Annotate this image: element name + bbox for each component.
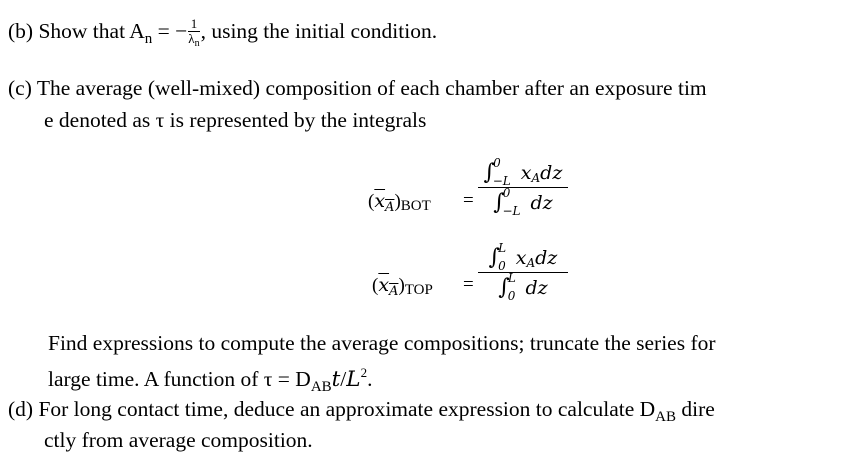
equation-bot-numerator	[478, 156, 568, 188]
part-c-find-line2-sub: AB	[310, 379, 332, 395]
part-c-find-line2-slash: /	[340, 367, 347, 391]
equation-bot-open: (	[368, 191, 375, 212]
part-b-rest: , using the initial condition.	[200, 19, 438, 44]
part-d-line1-pre: (d) For long contact time, deduce an approximate expression to calculate D	[8, 397, 656, 421]
equation-top-num-d: dz	[535, 247, 558, 269]
equation-bot-close: )	[394, 191, 401, 212]
equation-top-sub: TOP	[404, 282, 433, 298]
equation-bot-num-integrand: x	[520, 162, 532, 184]
equation-top-num-integrand: x	[515, 247, 527, 269]
equation-top-denominator	[478, 271, 568, 303]
equation-bot-num-integrand-sub: A	[531, 171, 541, 185]
part-b-frac-den-wrap	[188, 32, 199, 50]
part-b-frac-num: 1	[188, 17, 199, 32]
equation-top-num-upper: L	[498, 241, 507, 255]
part-b-frac-den-sub: n	[194, 37, 200, 49]
equation-top-var: $\overline{x}$	[378, 274, 390, 296]
part-b-label: (b) Show that A	[8, 19, 145, 44]
equation-top-fraction	[478, 241, 568, 303]
part-c-line2: e denoted as τ is represented by the integrals	[44, 108, 427, 132]
equation-bot-var: $\overline{x}$	[374, 190, 386, 212]
equation-top-fraction-bar	[478, 272, 568, 273]
part-d-line1-sub: AB	[655, 409, 677, 425]
equation-bot-equals: =	[463, 190, 474, 211]
integral-sign-icon: ∫	[488, 245, 501, 270]
equation-top-open: (	[372, 275, 379, 296]
equation-bot-lhs	[368, 190, 431, 215]
part-c-find-line2-pre: large time. A function of τ = D	[48, 367, 311, 391]
part-d-line2: ctly from average composition.	[44, 428, 313, 452]
part-b-sub: n	[144, 31, 153, 48]
equation-bot-fraction	[478, 156, 568, 218]
equation-bot-den-d: dz	[530, 192, 553, 214]
equation-bot-sub: BOT	[400, 198, 431, 214]
integral-sign-icon: ∫	[483, 160, 496, 185]
part-b-eq: = −	[152, 19, 188, 44]
equation-bot-num-lower: −L	[492, 174, 511, 188]
equation-top-num-lower: 0	[498, 259, 506, 273]
equation-top-den-upper: L	[507, 271, 516, 285]
equation-bot-den-upper: 0	[502, 186, 511, 200]
part-c-line1: (c) The average (well-mixed) composition of each chamber after an exposure tim	[8, 76, 707, 100]
part-d-line1-post: dire	[676, 397, 715, 421]
equation-bot-denominator	[478, 186, 568, 218]
part-c-find-line2-sup: 2	[360, 365, 368, 380]
equation-top-den-d: dz	[525, 277, 548, 299]
integral-sign-icon: ∫	[493, 190, 505, 215]
equation-top-close: )	[398, 275, 405, 296]
part-c-find-line2-t: t	[331, 367, 341, 392]
equation-top-den-lower: 0	[507, 289, 516, 303]
equation-top-num-integrand-sub: A	[526, 256, 536, 270]
part-c-find-line2	[48, 366, 372, 395]
equation-bot-fraction-bar	[478, 187, 568, 188]
equation-top-equals: =	[463, 274, 474, 295]
part-b-line	[8, 17, 437, 49]
equation-top-lhs	[372, 274, 433, 299]
equation-top-var-sub: A	[389, 284, 399, 299]
equation-bot-var-sub: A	[385, 200, 395, 215]
equation-bot-num-upper: 0	[493, 156, 501, 170]
part-c-find-line2-L: L	[346, 367, 361, 392]
part-c-find-line1: Find expressions to compute the average compositions; truncate the series for	[48, 331, 716, 355]
part-b-frac-den: λ	[188, 30, 195, 46]
integral-sign-icon: ∫	[498, 275, 510, 300]
part-b-fraction	[188, 17, 199, 49]
part-d-line1	[8, 399, 715, 425]
equation-bot-den-lower: −L	[502, 204, 521, 218]
equation-bot-num-d: dz	[540, 162, 563, 184]
equation-top-numerator	[478, 241, 568, 273]
part-c-find-line2-end: .	[367, 367, 373, 391]
